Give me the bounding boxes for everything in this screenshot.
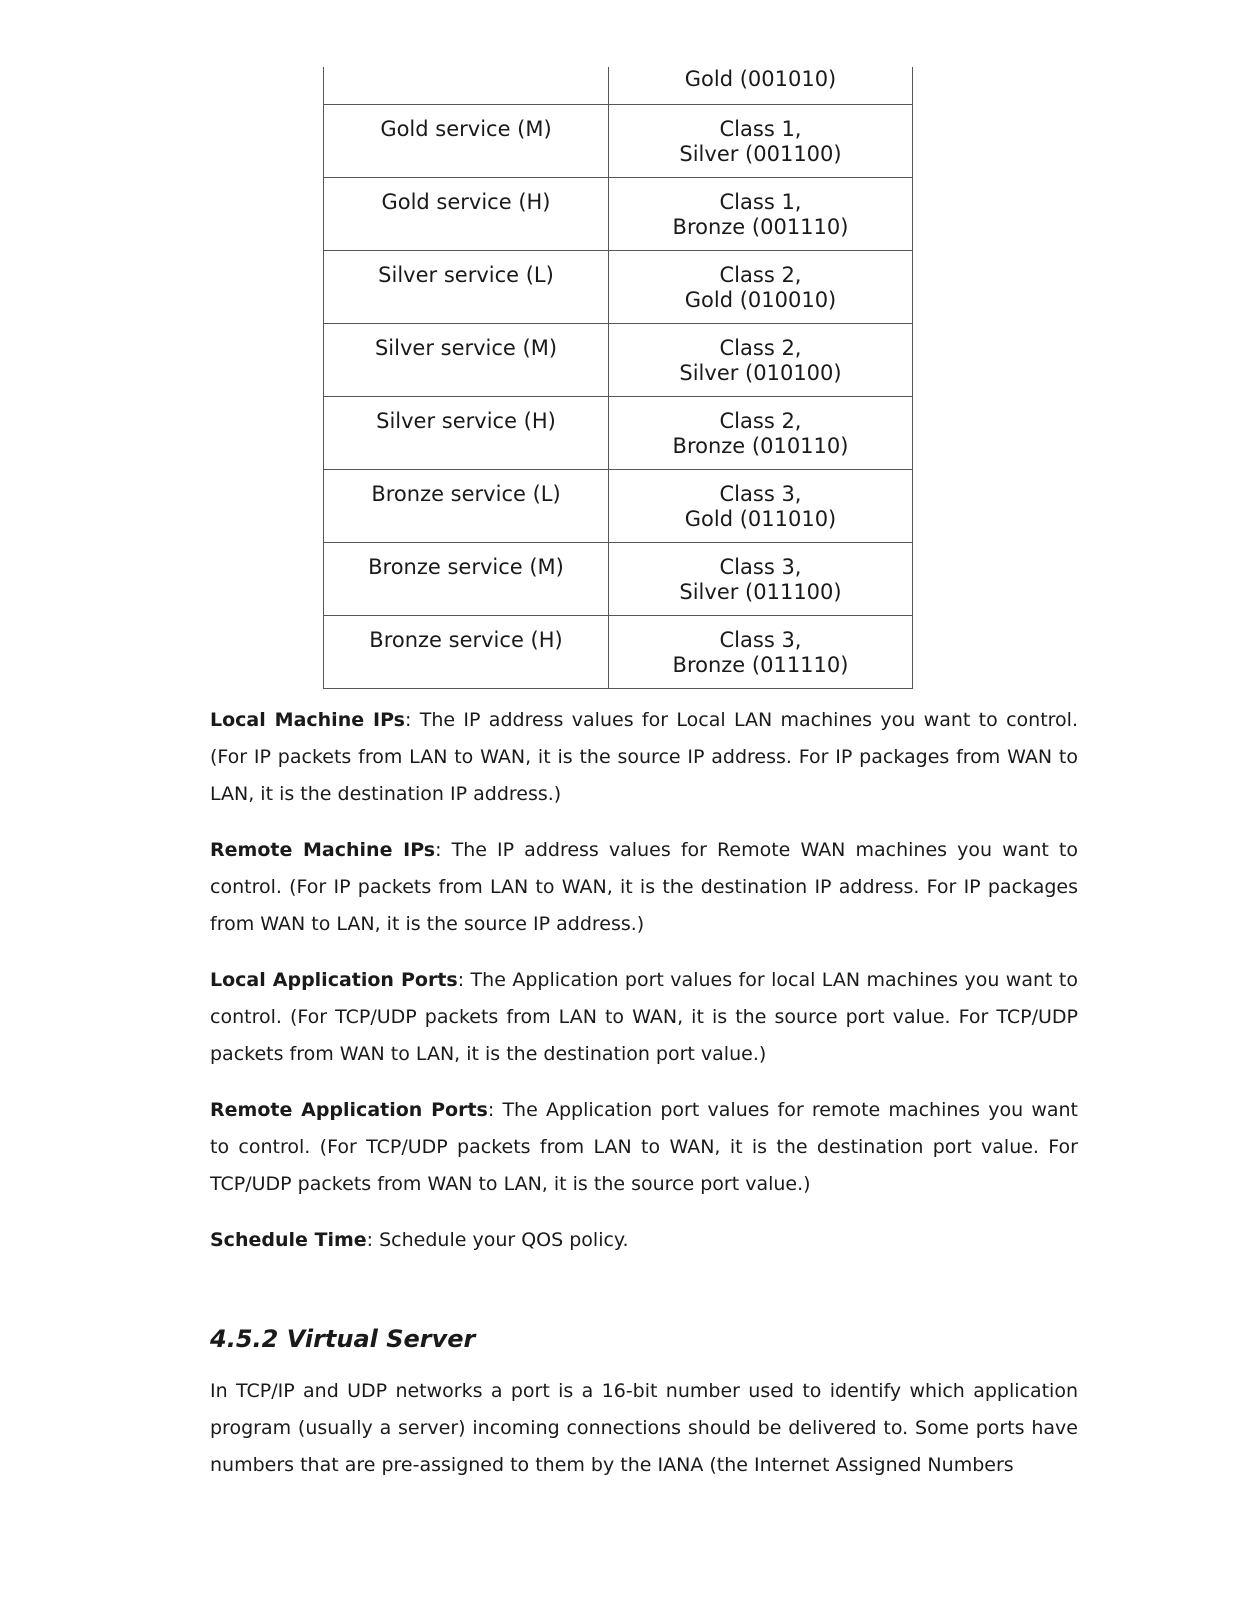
document-body [210, 702, 1078, 1503]
class-cell [609, 104, 913, 177]
class-number: Class 2, [719, 335, 802, 360]
class-cell [609, 542, 913, 615]
definition-schedule-time [210, 1222, 1078, 1259]
class-cell [609, 250, 913, 323]
class-code: Silver (001100) [679, 141, 842, 166]
table-row [324, 104, 913, 177]
definition-term: Schedule Time [210, 1229, 367, 1251]
class-cell [609, 323, 913, 396]
service-cell: Silver service (L) [324, 250, 609, 323]
definition-remote-application-ports [210, 1092, 1078, 1203]
table-row [324, 67, 913, 104]
service-cell [324, 67, 609, 104]
table-row [324, 542, 913, 615]
definition-text: : Schedule your QOS policy. [366, 1229, 629, 1251]
class-cell [609, 177, 913, 250]
class-code: Bronze (001110) [672, 214, 849, 239]
table-row [324, 250, 913, 323]
class-number: Class 3, [719, 481, 802, 506]
class-number: Class 3, [719, 627, 802, 652]
table-row [324, 396, 913, 469]
table-row [324, 177, 913, 250]
table-row [324, 323, 913, 396]
service-cell: Bronze service (M) [324, 542, 609, 615]
table-row [324, 469, 913, 542]
class-code: Bronze (010110) [672, 433, 849, 458]
definition-term: Local Application Ports [210, 969, 458, 991]
service-cell: Bronze service (H) [324, 615, 609, 688]
qos-class-table [323, 67, 913, 689]
class-code: Gold (001010) [684, 67, 837, 91]
class-cell [609, 615, 913, 688]
definition-term: Remote Application Ports [210, 1099, 488, 1121]
class-number: Class 2, [719, 262, 802, 287]
section-heading: 4.5.2 Virtual Server [210, 1325, 476, 1353]
class-code: Bronze (011110) [672, 652, 849, 677]
definition-text: : The IP address values for Remote WAN machines you want to control. (For IP packets from LAN to WAN, it is the destination IP address. For IP packages from WAN to LAN, it is the source IP address.) [210, 839, 1078, 935]
definition-term: Local Machine IPs [210, 709, 405, 731]
class-number: Class 1, [719, 116, 802, 141]
table-row [324, 615, 913, 688]
service-cell: Silver service (H) [324, 396, 609, 469]
class-cell [609, 469, 913, 542]
class-code: Gold (011010) [684, 506, 837, 531]
class-code: Gold (010010) [684, 287, 837, 312]
class-cell [609, 67, 913, 104]
class-number: Class 1, [719, 189, 802, 214]
definition-text: : The Application port values for remote machines you want to control. (For TCP/UDP packets from LAN to WAN, it is the destination port value. For TCP/UDP packets from WAN to LAN, it is the source port value.) [210, 1099, 1078, 1195]
class-code: Silver (010100) [679, 360, 842, 385]
service-cell: Gold service (H) [324, 177, 609, 250]
class-number: Class 3, [719, 554, 802, 579]
definition-remote-machine-ips [210, 832, 1078, 943]
class-cell [609, 396, 913, 469]
definition-term: Remote Machine IPs [210, 839, 436, 861]
definition-text: : The Application port values for local LAN machines you want to control. (For TCP/UDP packets from LAN to WAN, it is the source port value. For TCP/UDP packets from WAN to LAN, it is the destination port value.) [210, 969, 1078, 1065]
service-cell: Bronze service (L) [324, 469, 609, 542]
section-intro-paragraph: In TCP/IP and UDP networks a port is a 16-bit number used to identify which application program (usually a server) incoming connections should be delivered to. Some ports have numbers that are pre-assigned to them by the IANA (the Internet Assigned Numbers [210, 1380, 1078, 1476]
definition-local-application-ports [210, 962, 1078, 1073]
definition-local-machine-ips [210, 702, 1078, 813]
service-cell: Gold service (M) [324, 104, 609, 177]
definition-text: : The IP address values for Local LAN machines you want to control. (For IP packets from LAN to WAN, it is the source IP address. For IP packages from WAN to LAN, it is the destination IP address.) [210, 709, 1078, 805]
service-cell: Silver service (M) [324, 323, 609, 396]
class-number: Class 2, [719, 408, 802, 433]
class-code: Silver (011100) [679, 579, 842, 604]
